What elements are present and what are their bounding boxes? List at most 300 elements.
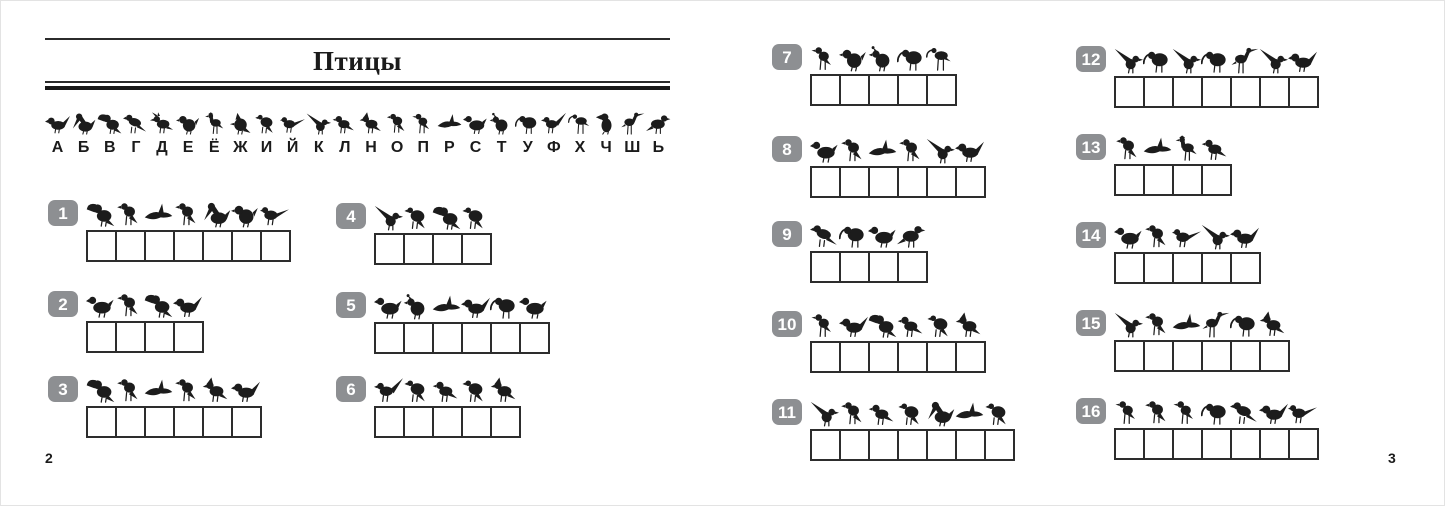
puzzle-number-badge: 2	[48, 291, 78, 317]
answer-boxes	[86, 230, 291, 262]
answer-cell[interactable]	[810, 251, 841, 283]
pheasant-icon	[280, 111, 305, 136]
answer-cell[interactable]	[86, 230, 117, 262]
answer-cell[interactable]	[868, 74, 899, 106]
puzzle-number-badge: 12	[1076, 46, 1106, 72]
raven-flying-icon	[955, 400, 984, 427]
bird-sequence	[374, 376, 521, 404]
answer-cell[interactable]	[839, 251, 870, 283]
wren-icon	[306, 111, 331, 136]
duck-icon	[1114, 223, 1143, 250]
left-page-header	[45, 38, 670, 90]
cardinal-icon	[228, 111, 253, 136]
answer-cell[interactable]	[897, 251, 928, 283]
key-letter: Е	[182, 139, 194, 156]
answer-cell[interactable]	[1259, 340, 1290, 372]
answer-cell[interactable]	[926, 166, 957, 198]
answer-boxes	[86, 406, 262, 438]
crow-icon	[1230, 399, 1259, 426]
raven-flying-icon	[1143, 135, 1172, 162]
header-rule-thick	[45, 86, 670, 90]
jay-icon	[202, 377, 231, 404]
answer-cell[interactable]	[432, 322, 463, 354]
starling-icon	[810, 45, 839, 72]
answer-cell[interactable]	[810, 74, 841, 106]
jay-icon	[490, 377, 519, 404]
answer-cell[interactable]	[1201, 252, 1232, 284]
answer-cell[interactable]	[897, 166, 928, 198]
rook-icon	[1143, 223, 1172, 250]
key-item-Г	[123, 111, 148, 156]
rook-icon	[115, 377, 144, 404]
key-item-П	[411, 111, 436, 156]
key-item-Й	[280, 111, 305, 156]
key-item-С	[463, 111, 488, 156]
songbird-icon	[955, 137, 984, 164]
jay-icon	[1259, 311, 1288, 338]
quail-icon	[403, 293, 432, 320]
chick-icon	[231, 201, 260, 228]
answer-cell[interactable]	[1288, 76, 1319, 108]
crow-icon	[810, 222, 839, 249]
key-item-Н	[359, 111, 384, 156]
toucan-icon	[868, 312, 897, 339]
pelican-icon	[71, 111, 96, 136]
puzzle-6	[336, 376, 521, 438]
ibis-icon	[926, 45, 955, 72]
magpie-icon	[541, 111, 566, 136]
key-item-А	[45, 111, 70, 156]
answer-cell[interactable]	[144, 321, 175, 353]
raven-flying-icon	[432, 293, 461, 320]
wren-icon	[1172, 47, 1201, 74]
answer-cell[interactable]	[810, 166, 841, 198]
quail-icon	[489, 111, 514, 136]
answer-cell[interactable]	[461, 233, 492, 265]
answer-cell[interactable]	[810, 429, 841, 461]
toucan-icon	[86, 201, 115, 228]
chick-icon	[176, 111, 201, 136]
answer-cell[interactable]	[1172, 428, 1203, 460]
puzzle-12	[1076, 46, 1319, 108]
answer-cell[interactable]	[374, 233, 405, 265]
puzzle-number-badge: 4	[336, 203, 366, 229]
vulture-icon	[461, 204, 490, 231]
duck-icon	[463, 111, 488, 136]
key-item-Л	[332, 111, 357, 156]
puzzle-2	[48, 291, 204, 353]
answer-cell[interactable]	[839, 341, 870, 373]
wren-icon	[1114, 47, 1143, 74]
stork-icon	[1230, 47, 1259, 74]
key-letter: Г	[131, 139, 141, 156]
puzzle-body	[86, 200, 291, 262]
answer-cell[interactable]	[1143, 252, 1174, 284]
puzzle-body	[1114, 310, 1290, 372]
key-letter: К	[313, 139, 324, 156]
answer-cell[interactable]	[432, 406, 463, 438]
answer-boxes	[1114, 428, 1319, 460]
answer-cell[interactable]	[1114, 252, 1145, 284]
answer-boxes	[374, 322, 550, 354]
answer-boxes	[810, 74, 957, 106]
answer-boxes	[1114, 252, 1261, 284]
songbird-icon	[45, 111, 70, 136]
letter-key-row	[45, 111, 671, 156]
answer-cell[interactable]	[173, 406, 204, 438]
puzzle-body	[374, 203, 492, 265]
answer-cell[interactable]	[432, 233, 463, 265]
answer-cell[interactable]	[231, 406, 262, 438]
crow-icon	[123, 111, 148, 136]
bird-sequence	[86, 291, 204, 319]
answer-cell[interactable]	[115, 321, 146, 353]
answer-cell[interactable]	[403, 406, 434, 438]
raven-flying-icon	[1172, 311, 1201, 338]
pelican-icon	[926, 400, 955, 427]
key-letter: О	[390, 139, 404, 156]
answer-cell[interactable]	[984, 429, 1015, 461]
answer-cell[interactable]	[1259, 76, 1290, 108]
right-page-number: 3	[1388, 450, 1396, 466]
raven-flying-icon	[868, 137, 897, 164]
pigeon-icon	[897, 222, 926, 249]
answer-cell[interactable]	[86, 406, 117, 438]
vulture-icon	[403, 377, 432, 404]
rook-icon	[1114, 135, 1143, 162]
key-letter: В	[103, 139, 116, 156]
duck-icon	[810, 137, 839, 164]
sparrow-icon	[432, 377, 461, 404]
rook-icon	[173, 201, 202, 228]
toucan-icon	[432, 204, 461, 231]
answer-boxes	[86, 321, 204, 353]
answer-boxes	[374, 233, 492, 265]
answer-cell[interactable]	[403, 322, 434, 354]
answer-cell[interactable]	[173, 321, 204, 353]
answer-cell[interactable]	[926, 341, 957, 373]
answer-boxes	[810, 429, 1015, 461]
rook-icon	[839, 137, 868, 164]
puzzle-7	[772, 44, 957, 106]
puzzle-1	[48, 200, 291, 262]
wren-icon	[926, 137, 955, 164]
answer-cell[interactable]	[1172, 252, 1203, 284]
key-letter: Б	[77, 139, 90, 156]
answer-cell[interactable]	[1201, 164, 1232, 196]
vulture-icon	[403, 204, 432, 231]
key-letter: Ё	[208, 139, 220, 156]
rook-icon	[1143, 399, 1172, 426]
key-item-Е	[176, 111, 201, 156]
quail-icon	[868, 45, 897, 72]
puzzle-body	[810, 311, 986, 373]
songbird-icon	[1288, 47, 1317, 74]
answer-cell[interactable]	[374, 406, 405, 438]
answer-cell[interactable]	[868, 429, 899, 461]
toucan-icon	[86, 377, 115, 404]
key-item-Б	[71, 111, 96, 156]
kiwi-icon	[897, 45, 926, 72]
bird-sequence	[374, 203, 492, 231]
wren-icon	[810, 400, 839, 427]
puzzle-number-badge: 13	[1076, 134, 1106, 160]
bird-sequence	[86, 376, 262, 404]
puzzle-number-badge: 10	[772, 311, 802, 337]
answer-cell[interactable]	[1201, 428, 1232, 460]
puzzle-number-badge: 9	[772, 221, 802, 247]
vulture-icon	[461, 377, 490, 404]
songbird-icon	[1259, 399, 1288, 426]
answer-cell[interactable]	[1172, 164, 1203, 196]
key-item-Х	[568, 111, 593, 156]
bird-sequence	[810, 44, 957, 72]
answer-cell[interactable]	[955, 341, 986, 373]
stork-icon	[1201, 311, 1230, 338]
puzzle-body	[810, 221, 928, 283]
sparrow-icon	[868, 400, 897, 427]
answer-cell[interactable]	[926, 74, 957, 106]
answer-cell[interactable]	[839, 429, 870, 461]
vulture-icon	[984, 400, 1013, 427]
answer-cell[interactable]	[897, 429, 928, 461]
puzzle-number-badge: 11	[772, 399, 802, 425]
puzzle-number-badge: 5	[336, 292, 366, 318]
answer-cell[interactable]	[955, 429, 986, 461]
rook-icon	[173, 377, 202, 404]
answer-cell[interactable]	[374, 322, 405, 354]
key-letter: Н	[365, 139, 377, 156]
bird-sequence	[1114, 134, 1232, 162]
stork-icon	[620, 111, 645, 136]
answer-boxes	[810, 251, 928, 283]
key-letter: У	[522, 139, 533, 156]
puzzle-8	[772, 136, 986, 198]
answer-boxes	[810, 341, 986, 373]
toucan-icon	[97, 111, 122, 136]
puzzle-number-badge: 7	[772, 44, 802, 70]
answer-cell[interactable]	[202, 406, 233, 438]
duck-icon	[868, 222, 897, 249]
answer-cell[interactable]	[144, 406, 175, 438]
sparrow-icon	[332, 111, 357, 136]
answer-cell[interactable]	[839, 74, 870, 106]
answer-cell[interactable]	[86, 321, 117, 353]
wren-icon	[1201, 223, 1230, 250]
key-letter: Д	[156, 139, 168, 156]
key-letter: Ш	[624, 139, 641, 156]
answer-cell[interactable]	[1143, 340, 1174, 372]
puzzle-number-badge: 3	[48, 376, 78, 402]
answer-cell[interactable]	[490, 406, 521, 438]
bird-sequence	[1114, 310, 1290, 338]
puzzle-body	[374, 376, 521, 438]
puzzle-14	[1076, 222, 1261, 284]
key-letter: Ж	[233, 139, 248, 156]
rook-icon	[385, 111, 410, 136]
key-item-Ш	[620, 111, 645, 156]
key-item-Р	[437, 111, 462, 156]
pelican-icon	[202, 201, 231, 228]
vulture-icon	[926, 312, 955, 339]
duck-icon	[519, 293, 548, 320]
bird-sequence	[86, 200, 291, 228]
pheasant-icon	[1288, 399, 1317, 426]
answer-cell[interactable]	[1230, 252, 1261, 284]
answer-cell[interactable]	[1114, 164, 1145, 196]
hoopoe-icon	[150, 111, 175, 136]
songbird-icon	[173, 292, 202, 319]
key-letter: Л	[339, 139, 351, 156]
puzzle-number-badge: 16	[1076, 398, 1106, 424]
key-item-Ь	[646, 111, 671, 156]
puzzle-16	[1076, 398, 1319, 460]
puzzle-number-badge: 8	[772, 136, 802, 162]
answer-cell[interactable]	[1201, 76, 1232, 108]
answer-cell[interactable]	[955, 166, 986, 198]
bird-sequence	[810, 311, 986, 339]
puzzle-body	[86, 291, 204, 353]
answer-cell[interactable]	[144, 230, 175, 262]
bird-sequence	[810, 221, 928, 249]
answer-cell[interactable]	[1143, 164, 1174, 196]
puzzle-body	[810, 44, 957, 106]
rook-icon	[897, 137, 926, 164]
answer-cell[interactable]	[115, 406, 146, 438]
answer-cell[interactable]	[1288, 428, 1319, 460]
answer-cell[interactable]	[461, 322, 492, 354]
left-page-number: 2	[45, 450, 53, 466]
key-letter: И	[260, 139, 273, 156]
puzzle-5	[336, 292, 550, 354]
ibis-icon	[568, 111, 593, 136]
answer-cell[interactable]	[1230, 428, 1261, 460]
answer-cell[interactable]	[173, 230, 204, 262]
puzzle-13	[1076, 134, 1232, 196]
answer-cell[interactable]	[519, 322, 550, 354]
key-item-О	[385, 111, 410, 156]
kiwi-icon	[1201, 47, 1230, 74]
raven-flying-icon	[144, 377, 173, 404]
rook-icon	[115, 201, 144, 228]
answer-cell[interactable]	[231, 230, 262, 262]
answer-cell[interactable]	[1172, 76, 1203, 108]
wren-icon	[1259, 47, 1288, 74]
puzzle-10	[772, 311, 986, 373]
answer-cell[interactable]	[490, 322, 521, 354]
answer-cell[interactable]	[202, 230, 233, 262]
starling-icon	[1114, 399, 1143, 426]
answer-cell[interactable]	[868, 341, 899, 373]
puzzle-4	[336, 203, 492, 265]
puzzle-body	[374, 292, 550, 354]
answer-cell[interactable]	[1114, 76, 1145, 108]
puzzle-body	[1114, 46, 1319, 108]
answer-cell[interactable]	[1143, 428, 1174, 460]
toucan-icon	[144, 292, 173, 319]
key-item-Ф	[541, 111, 566, 156]
answer-cell[interactable]	[926, 429, 957, 461]
raven-flying-icon	[437, 111, 462, 136]
wren-icon	[1114, 311, 1143, 338]
answer-boxes	[810, 166, 986, 198]
puzzle-3	[48, 376, 262, 438]
answer-cell[interactable]	[1114, 340, 1145, 372]
puzzle-body	[1114, 398, 1319, 460]
answer-cell[interactable]	[403, 233, 434, 265]
key-item-Ж	[228, 111, 253, 156]
answer-cell[interactable]	[868, 251, 899, 283]
answer-cell[interactable]	[1114, 428, 1145, 460]
key-item-Т	[489, 111, 514, 156]
key-item-Ч	[594, 111, 619, 156]
kiwi-icon	[839, 222, 868, 249]
answer-cell[interactable]	[1201, 340, 1232, 372]
answer-cell[interactable]	[1230, 340, 1261, 372]
bird-sequence	[1114, 46, 1319, 74]
page-title: Птицы	[313, 46, 402, 76]
puzzle-9	[772, 221, 928, 283]
key-letter: Й	[286, 139, 299, 156]
answer-cell[interactable]	[461, 406, 492, 438]
bird-sequence	[1114, 398, 1319, 426]
bird-sequence	[374, 292, 550, 320]
answer-cell[interactable]	[1259, 428, 1290, 460]
bird-sequence	[810, 399, 1015, 427]
songbird-icon	[461, 293, 490, 320]
puzzle-body	[810, 136, 986, 198]
kiwi-icon	[1201, 399, 1230, 426]
key-letter: Ь	[652, 139, 665, 156]
answer-cell[interactable]	[897, 341, 928, 373]
kiwi-icon	[515, 111, 540, 136]
answer-boxes	[1114, 340, 1290, 372]
answer-cell[interactable]	[1143, 76, 1174, 108]
key-letter: Т	[496, 139, 507, 156]
key-item-В	[97, 111, 122, 156]
key-letter: С	[469, 139, 482, 156]
key-letter: А	[51, 139, 64, 156]
answer-cell[interactable]	[839, 166, 870, 198]
puzzle-11	[772, 399, 1015, 461]
sparrow-icon	[897, 312, 926, 339]
pheasant-icon	[260, 201, 289, 228]
answer-cell[interactable]	[115, 230, 146, 262]
answer-cell[interactable]	[1230, 76, 1261, 108]
raven-flying-icon	[144, 201, 173, 228]
answer-cell[interactable]	[260, 230, 291, 262]
starling-icon	[411, 111, 436, 136]
rook-icon	[115, 292, 144, 319]
answer-cell[interactable]	[1172, 340, 1203, 372]
bird-sequence	[810, 136, 986, 164]
key-item-И	[254, 111, 279, 156]
answer-cell[interactable]	[897, 74, 928, 106]
answer-cell[interactable]	[810, 341, 841, 373]
jay-icon	[955, 312, 984, 339]
songbird-icon	[1230, 223, 1259, 250]
answer-cell[interactable]	[868, 166, 899, 198]
duck-icon	[86, 292, 115, 319]
key-letter: Ф	[547, 139, 561, 156]
wren-icon	[374, 204, 403, 231]
starling-icon	[1172, 399, 1201, 426]
puffin-icon	[594, 111, 619, 136]
magpie-icon	[374, 377, 403, 404]
answer-boxes	[1114, 76, 1319, 108]
chick-icon	[839, 45, 868, 72]
rook-icon	[839, 400, 868, 427]
